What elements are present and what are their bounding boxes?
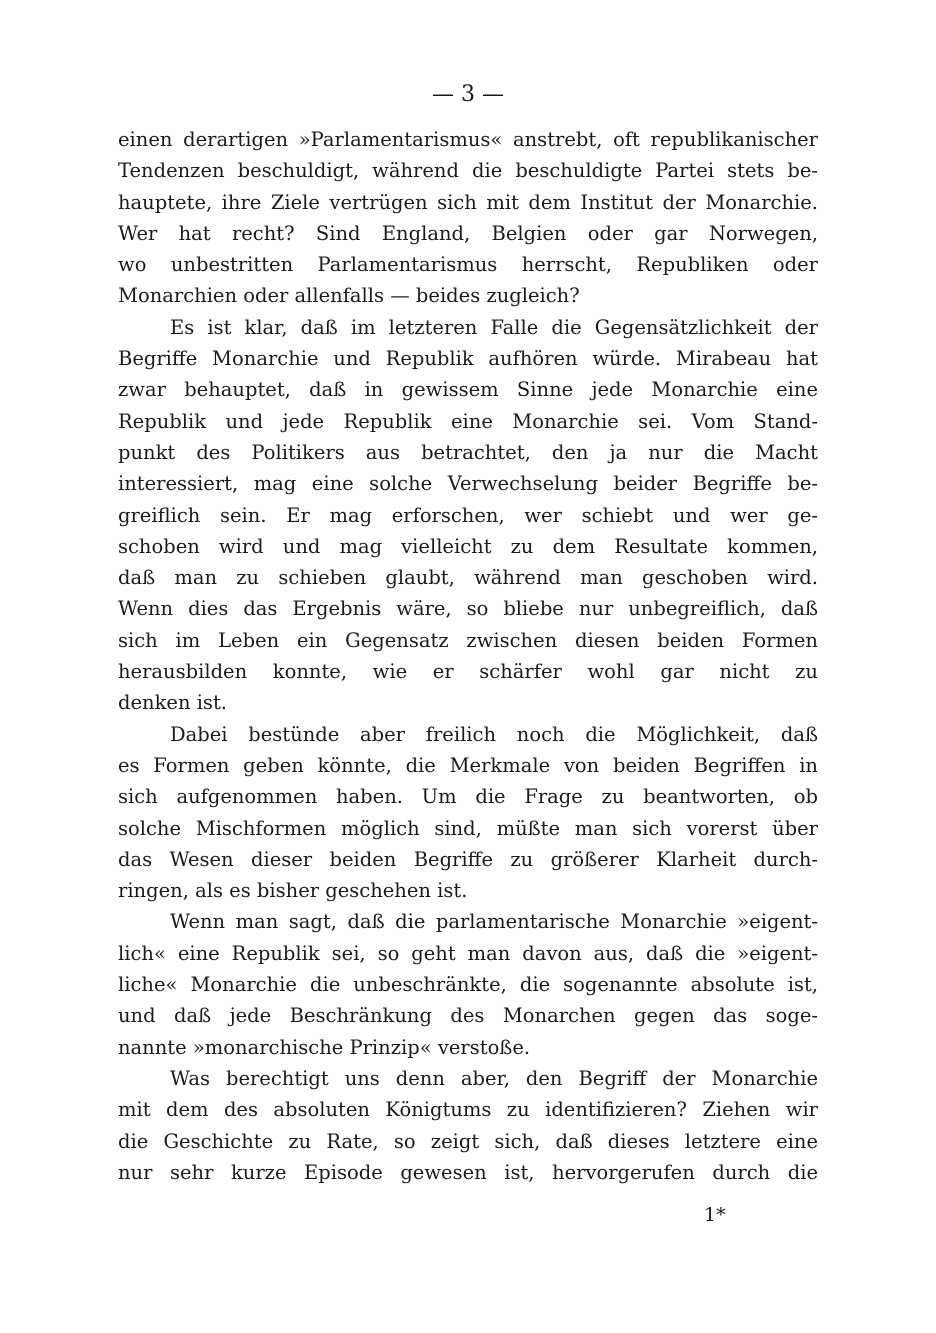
text-line: herausbilden konnte, wie er schärfer wohl gar nicht zu (118, 660, 818, 684)
text-line: zwar behauptet, daß in gewissem Sinne jede Monarchie eine (118, 378, 818, 402)
text-line: nur sehr kurze Episode gewesen ist, hervorgerufen durch die (118, 1160, 818, 1184)
text-line: hauptete, ihre Ziele vertrügen sich mit dem Institut der Monarchie. (118, 190, 818, 214)
text-line: Wenn dies das Ergebnis wäre, so bliebe nur unbegreiflich, daß (118, 597, 818, 621)
text-line: liche« Monarchie die unbeschränkte, die sogenannte absolute ist, (118, 973, 818, 997)
paragraph-4 (118, 906, 818, 1062)
text-line: ringen, als es bisher geschehen ist. (118, 879, 468, 903)
text-line: solche Mischformen möglich sind, müßte man sich vorerst über (118, 816, 818, 840)
text-line: Monarchien oder allenfalls — beides zugleich? (118, 284, 580, 308)
text-line: Dabei bestünde aber freilich noch die Möglichkeit, daß (170, 722, 818, 746)
text-line: das Wesen dieser beiden Begriffe zu größerer Klarheit durch- (118, 847, 818, 871)
text-line: Es ist klar, daß im letzteren Falle die Gegensätzlichkeit der (170, 315, 818, 339)
text-line: und daß jede Beschränkung des Monarchen gegen das soge- (118, 1004, 818, 1028)
text-line: wo unbestritten Parlamentarismus herrscht, Republiken oder (118, 253, 818, 277)
text-line: interessiert, mag eine solche Verwechselung beider Begriffe be- (118, 472, 818, 496)
text-line: Wenn man sagt, daß die parlamentarische Monarchie »eigent- (170, 910, 818, 934)
text-line: Tendenzen beschuldigt, während die beschuldigte Partei stets be- (118, 159, 818, 183)
text-line: einen derartigen »Parlamentarismus« anstrebt, oft republikanischer (118, 128, 818, 151)
text-line: denken ist. (118, 691, 227, 715)
body-text (118, 124, 818, 1188)
text-line: lich« eine Republik sei, so geht man davon aus, daß die »eigent- (118, 941, 818, 965)
text-line: mit dem des absoluten Königtums zu identifizieren? Ziehen wir (118, 1098, 818, 1122)
paragraph-3 (118, 719, 818, 907)
page-number: — 3 — (432, 82, 504, 107)
text-line: punkt des Politikers aus betrachtet, den ja nur die Macht (118, 440, 818, 464)
text-line: greiflich sein. Er mag erforschen, wer schiebt und wer ge- (118, 503, 818, 527)
text-line: schoben wird und mag vielleicht zu dem Resultate kommen, (118, 534, 818, 558)
text-line: sich aufgenommen haben. Um die Frage zu beantworten, ob (118, 785, 818, 809)
text-line: Was berechtigt uns denn aber, den Begriff der Monarchie (170, 1066, 818, 1090)
text-line: die Geschichte zu Rate, so zeigt sich, daß dieses letztere eine (118, 1129, 818, 1153)
signature-mark: 1* (704, 1204, 726, 1226)
text-line: Republik und jede Republik eine Monarchie sei. Vom Stand- (118, 409, 818, 433)
text-line: Wer hat recht? Sind England, Belgien oder gar Norwegen, (118, 221, 818, 245)
text-line: es Formen geben könnte, die Merkmale von beiden Begriffen in (118, 753, 818, 777)
paragraph-2 (118, 312, 818, 719)
text-line: sich im Leben ein Gegensatz zwischen diesen beiden Formen (118, 628, 818, 652)
text-line: nannte »monarchische Prinzip« verstoße. (118, 1035, 531, 1059)
text-line: daß man zu schieben glaubt, während man geschoben wird. (118, 566, 818, 590)
paragraph-1 (118, 124, 818, 312)
text-line: Begriffe Monarchie und Republik aufhören würde. Mirabeau hat (118, 347, 818, 371)
paragraph-5 (118, 1063, 818, 1188)
